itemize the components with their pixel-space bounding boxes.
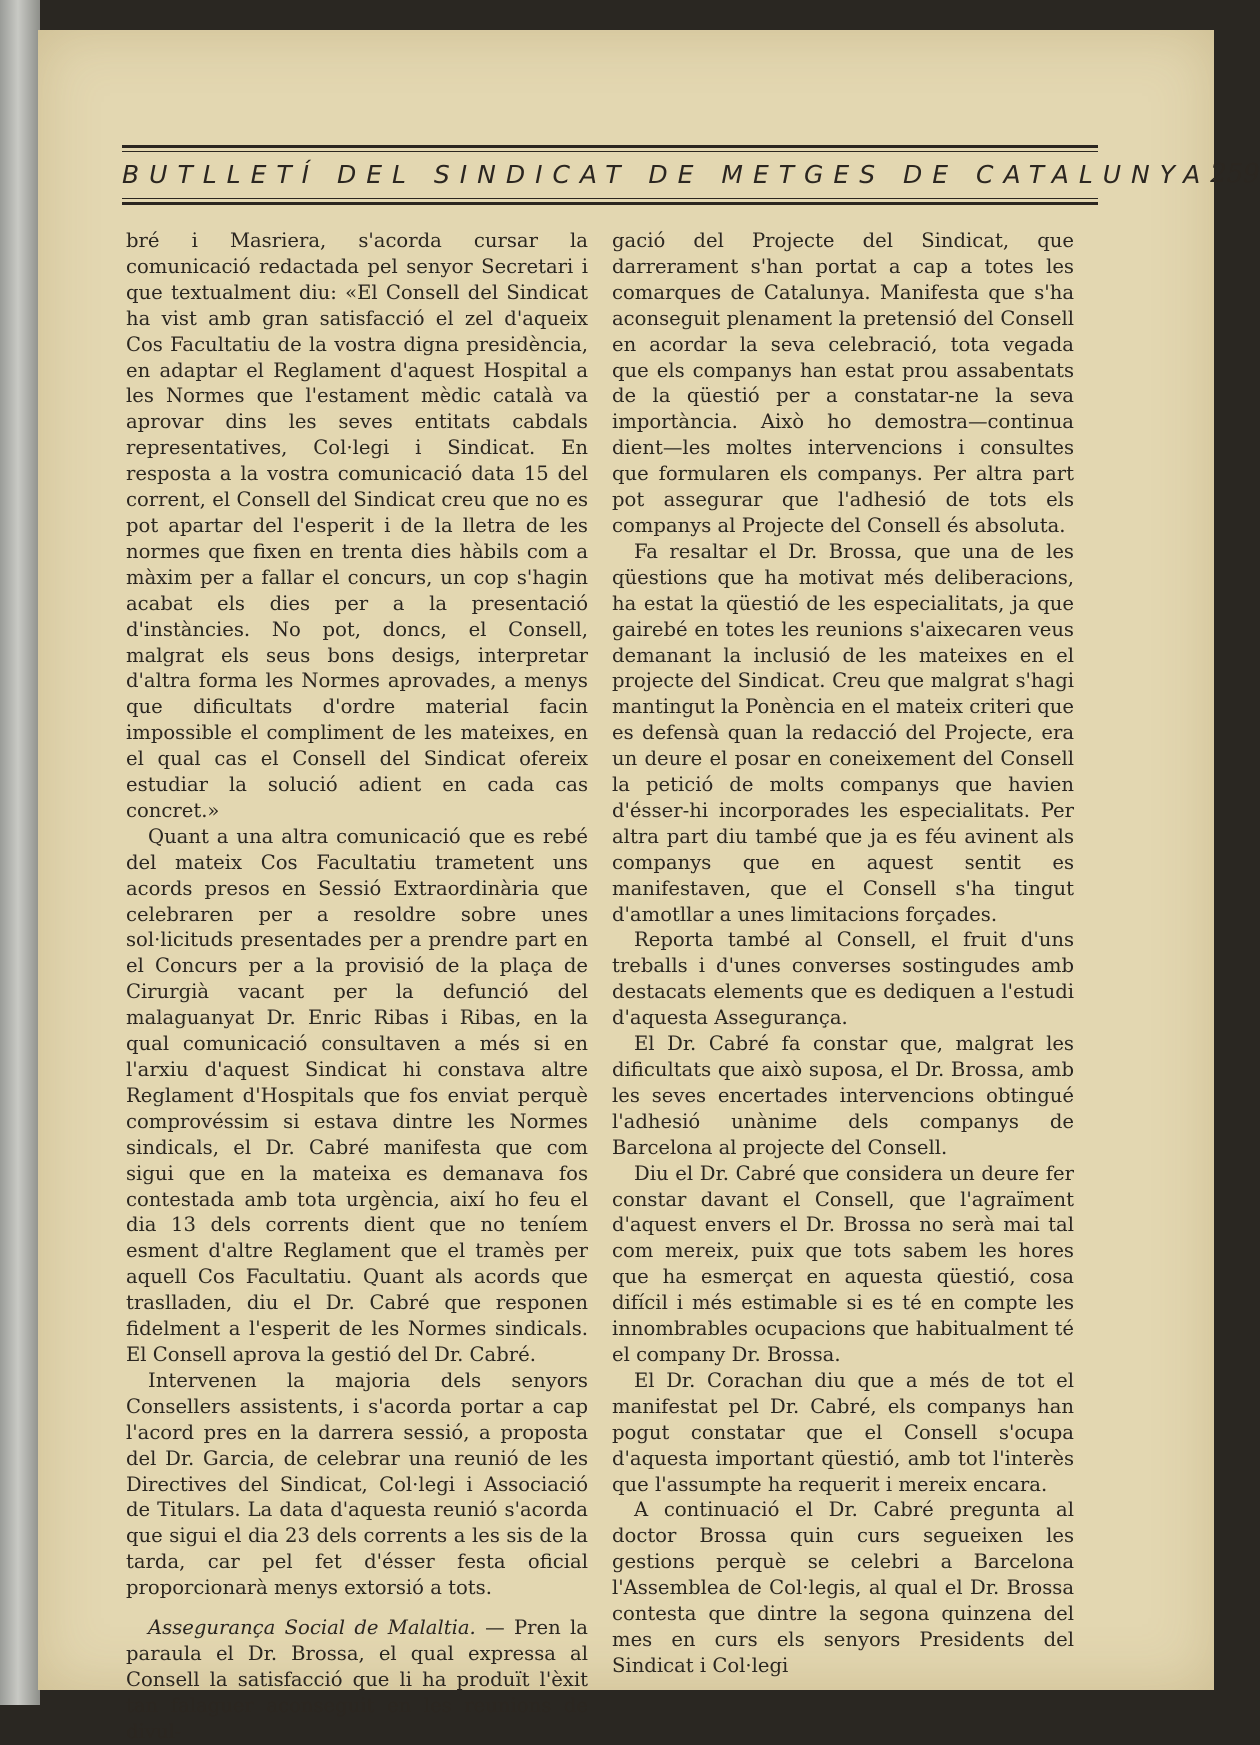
left-column — [126, 228, 588, 1745]
header-top-rule — [122, 145, 1098, 148]
right-column — [612, 228, 1074, 1679]
paragraph: bré i Masriera, s'acorda cursar la comunicació redactada pel senyor Secretari i que textualment diu: «El Consell del Sindicat ha vist amb gran satisfacció el zel d'aqueix Cos Facultatiu de la vostra digna presidència, en adaptar el Reglament d'aquest Hospital a les Normes que l'estament mèdic català va aprovar dins les seves entitats cabdals representatives, Col·legi i Sindicat. En resposta a la vostra comunicació data 15 del corrent, el Consell del Sindicat creu que no es pot apartar del l'esperit i de la lletra de les normes que fixen en trenta dies hàbils com a màxim per a fallar el concurs, un cop s'hagin acabat els dies per a la presentació d'instàncies. No pot, doncs, el Consell, malgrat els seus bons desigs, interpretar d'altra forma les Normes aprovades, a menys que dificultats d'ordre material facin impossible el compliment de les mateixes, en el qual cas el Consell del Sindicat ofereix estudiar la solució adient en cada cas concret.» — [126, 229, 588, 822]
book-binding-edge — [0, 0, 40, 1705]
page-number: 259 — [1210, 159, 1260, 189]
paragraph: gació del Projecte del Sindicat, que darrerament s'han portat a cap a totes les comarques de Catalunya. Manifesta que s'ha aconseguit plenament la pretensió del Consell en acordar la seva celebració, tota vegada que els companys han estat prou assabentats de la qüestió per a constatar-ne la seva importància. Això ho demostra—continua dient—les moltes intervencions i consultes que formularen els companys. Per altra part pot assegurar que l'adhesió de tots els companys al Projecte del Consell és absoluta. — [612, 229, 1074, 537]
paragraph: Reporta també al Consell, el fruit d'uns treballs i d'unes converses sostingudes amb destacats elements que es dediquen a l'estudi d'aquesta Assegurança. — [612, 928, 1074, 1030]
paragraph: Quant a una altra comunicació que es rebé del mateix Cos Facultatiu trametent uns acords presos en Sessió Extraordinària que celebraren per a resoldre sobre unes sol·licituds presentades per a prendre part en el Concurs per a la provisió de la plaça de Cirurgià vacant per la defunció del malaguanyat Dr. Enric Ribas i Ribas, en la qual comunicació consultaven a més si en l'arxiu d'aquest Sindicat hi constava altre Reglament d'Hospitals que fos enviat perquè comprovéssim si estava dintre les Normes sindicals, el Dr. Cabré manifesta que com sigui que en la mateixa es demanava fos contestada amb tota urgència, així ho feu el dia 13 dels corrents dient que no teníem esment d'altre Reglament que el tramès per aquell Cos Facultatiu. Quant als acords que traslladen, diu el Dr. Cabré que responen fidelment a l'esperit de les Normes sindicals. El Consell aprova la gestió del Dr. Cabré. — [126, 824, 588, 1366]
journal-title: BUTLLETÍ DEL SINDICAT DE METGES DE CATALUNYA — [122, 159, 1211, 189]
paragraph: El Dr. Corachan diu que a més de tot el manifestat pel Dr. Cabré, els companys han pogut constatar que el Consell s'ocupa d'aquesta important qüestió, amb tot l'interès que l'assumpte ha requerit i mereix encara. — [612, 1368, 1074, 1496]
paragraph: Diu el Dr. Cabré que considera un deure fer constar davant el Consell, que l'agraïment d'aquest envers el Dr. Brossa no serà mai tal com mereix, puix que tots sabem les hores que ha esmerçat en aquesta qüestió, cosa difícil i més estimable si es té en compte les innombrables ocupacions que habitualment té el company Dr. Brossa. — [612, 1161, 1074, 1366]
header-bottom-rule — [122, 202, 1098, 205]
section-title: Assegurança Social de Malaltia. — [148, 1616, 476, 1640]
paragraph: El Dr. Cabré fa constar que, malgrat les dificultats que això suposa, el Dr. Brossa, amb les seves encertades intervencions obtingué l'adhesió unànime dels companys de Barcelona al projecte del Consell. — [612, 1032, 1074, 1159]
journal-page — [38, 30, 1260, 1743]
paragraph: Intervenen la majoria dels senyors Consellers assistents, i s'acorda portar a cap l'acord pres en la darrera sessió, a proposta del Dr. Garcia, de celebrar una reunió de les Directives del Sindicat, Col·legi i Associació de Titulars. La data d'aquesta reunió s'acorda que sigui el dia 23 dels corrents a les sis de la tarda, car pel fet d'ésser festa oficial proporcionarà menys extorsió a tots. — [126, 1368, 588, 1600]
paragraph: A continuació el Dr. Cabré pregunta al doctor Brossa quin curs segueixen les gestions perquè se celebri a Barcelona l'Assemblea de Col·legis, al qual el Dr. Brossa contesta que dintre la segona quinzena del mes en curs els senyors Presidents del Sindicat i Col·legi — [612, 1498, 1074, 1677]
header-bottom-thin-rule — [122, 198, 1098, 199]
paragraph: Fa resaltar el Dr. Brossa, que una de les qüestions que ha motivat més deliberacions, ha estat la qüestió de les especialitats, ja que gairebé en totes les reunions s'aixecaren veus demanant la inclusió de les mateixes en el projecte del Sindicat. Creu que malgrat s'hagi mantingut la Ponència en el mateix criteri que es defensà quan la redacció del Projecte, era un deure el posar en coneixement del Consell la petició de molts companys que havien d'ésser-hi incorporades les especialitats. Per altra part diu també que ja es féu avinent als companys que en aquest sentit es manifestaven, que el Consell s'ha tingut d'amotllar a unes limitacions forçades. — [612, 539, 1074, 926]
section-text: — Pren la paraula el Dr. Brossa, el qual expressa al Consell la satisfacció que li ha produït l'èxit tan falaguer aconseguit en les reunions de divul- — [126, 1616, 588, 1743]
section-paragraph — [126, 1615, 588, 1745]
running-header — [122, 152, 1260, 196]
